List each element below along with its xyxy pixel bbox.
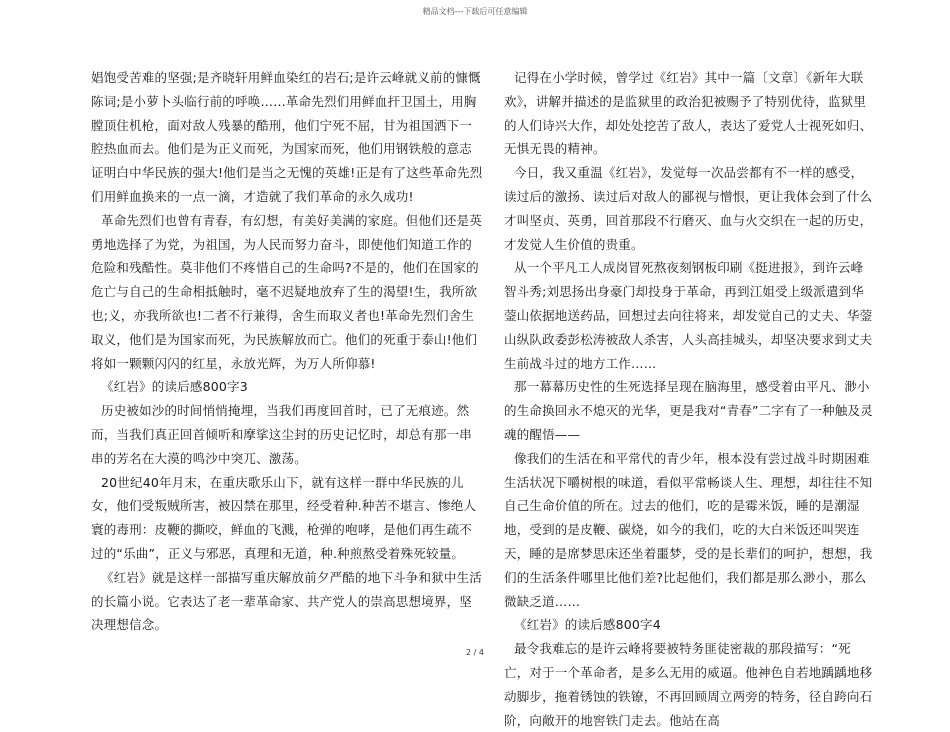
left-column [91, 66, 483, 637]
paragraph: 最令我难忘的是许云峰将要被特务匪徒密裁的那段描写：“死亡，对于一个革命者，是多么无用的威逼。他神色自若地踽踽地移动脚步，拖着锈蚀的铁镣，不再回顾周立两旁的特务，径自跨向石阶，向敞开的地窖铁门走去。他站在高 [504, 641, 873, 728]
right-column [504, 66, 874, 732]
paragraph: 20世纪40年月末，在重庆歌乐山下，就有这样一群中华民族的儿女，他们受叛贼所害，被囚禁在那里，经受着种.种苦不堪言、惨绝人寰的毒刑：皮鞭的撕咬，鲜血的飞溅，枪弹的咆哮，是他们再生疏不过的“乐曲”，正义与邪恶，真理和无道，种.种煎熬受着殊死较量。 [91, 474, 477, 561]
paragraph: 记得在小学时候，曾学过《红岩》其中一篇〔文章〕《新年大联欢》，讲解并描述的是监狱里的政治犯被赐予了特别优待，监狱里的人们诗兴大作，却处处挖苦了敌人，表达了爱党人士视死如归、无惧无畏的精神。 [504, 70, 873, 157]
paragraph: 今日，我又重温《红岩》，发觉每一次品尝都有不一样的感受，读过后的激扬、读过后对敌人的鄙视与憎恨，更让我体会到了什么才叫坚贞、英勇，回首那段不行磨灭、血与火交织在一起的历史，才发觉人生价值的贵重。 [504, 165, 873, 252]
section-heading: 《红岩》的读后感800字3 [101, 379, 248, 395]
page-header: 精品文档---下载后可任意编辑 [422, 7, 528, 16]
paragraph: 革命先烈们也曾有青春，有幻想，有美好美满的家庭。但他们还是英勇地选择了为党，为祖国，为人民而努力奋斗，即使他们知道工作的危险和残酷性。莫非他们不疼惜自己的生命吗?不是的，他们在国家的危亡与自己的生命相抵触时，毫不迟疑地放弃了生的渴望!生，我所欲也;义，亦我所欲也!二者不行兼得，舍生而取义者也!革命先烈们舍生取义，他们是为国家而死，为民族解放而亡。他们的死重于泰山!他们将如一颗颗闪闪的红星，永放光辉，为万人所仰慕! [91, 212, 483, 371]
paragraph: 娼饱受苦难的坚强;是齐晓轩用鲜血染红的岩石;是许云峰就义前的慷慨陈词;是小萝卜头临行前的呼唤……革命先烈们用鲜血扞卫国土，用胸膛顶住机枪，面对敌人残暴的酷刑，他们宁死不屈，甘为祖国洒下一腔热血而去。他们是为正义而死，为国家而死，他们用钢铁般的意志证明白中华民族的强大!他们是当之无愧的英雄!正是有了这些革命先烈们用鲜血换来的一点一滴，才造就了我们革命的永久成功! [91, 70, 483, 204]
page-number: 2 / 4 [466, 648, 484, 657]
paragraph: 历史被如沙的时间悄悄掩埋，当我们再度回首时，已了无痕迹。然而，当我们真正回首倾听和摩挲这尘封的历史记忆时，却总有那一串串的芳名在大漠的鸣沙中突兀、激荡。 [91, 403, 473, 466]
paragraph: 像我们的生活在和平常代的青少年，根本没有尝过战斗时期困难生活状况下嚼树根的味道，看似平常畅谈人生、理想，却往往不知自己生命价值的所在。过去的他们，吃的是霉米饭，睡的是潮湿地，受到的是皮鞭、碳烧，如今的我们，吃的大白米饭还叫哭连天，睡的是席梦思床还坐着噩梦，受的是长辈们的呵护，想想，我们的生活条件哪里比他们差?比起他们，我们都是那么渺小，那么微缺乏道…… [504, 450, 873, 609]
paragraph: 《红岩》就是这样一部描写重庆解放前夕严酷的地下斗争和狱中生活的长篇小说。它表达了老一辈革命家、共产党人的崇高思想境界，坚决理想信念。 [91, 569, 483, 633]
section-heading: 《红岩》的读后感800字4 [514, 617, 661, 633]
paragraph: 从一个平凡工人成岗冒死熬夜刻钢板印刷《挺进报》，到许云峰智斗秀;刘思扬出身豪门却投身于革命，再到江姐受上级派遣到华蓥山依据地送药品，回想过去向往将来，却发觉自己的丈夫、华蓥山纵队政委彭松涛被敌人杀害，人头高挂城头，却坚决要求到丈夫生前战斗过的地方工作…… [504, 260, 873, 371]
paragraph: 那一幕幕历史性的生死选择呈现在脑海里，感受着由平凡、渺小的生命换回永不熄灭的光华，更是我对“青春”二字有了一种触及灵魂的醒悟—— [504, 379, 873, 442]
